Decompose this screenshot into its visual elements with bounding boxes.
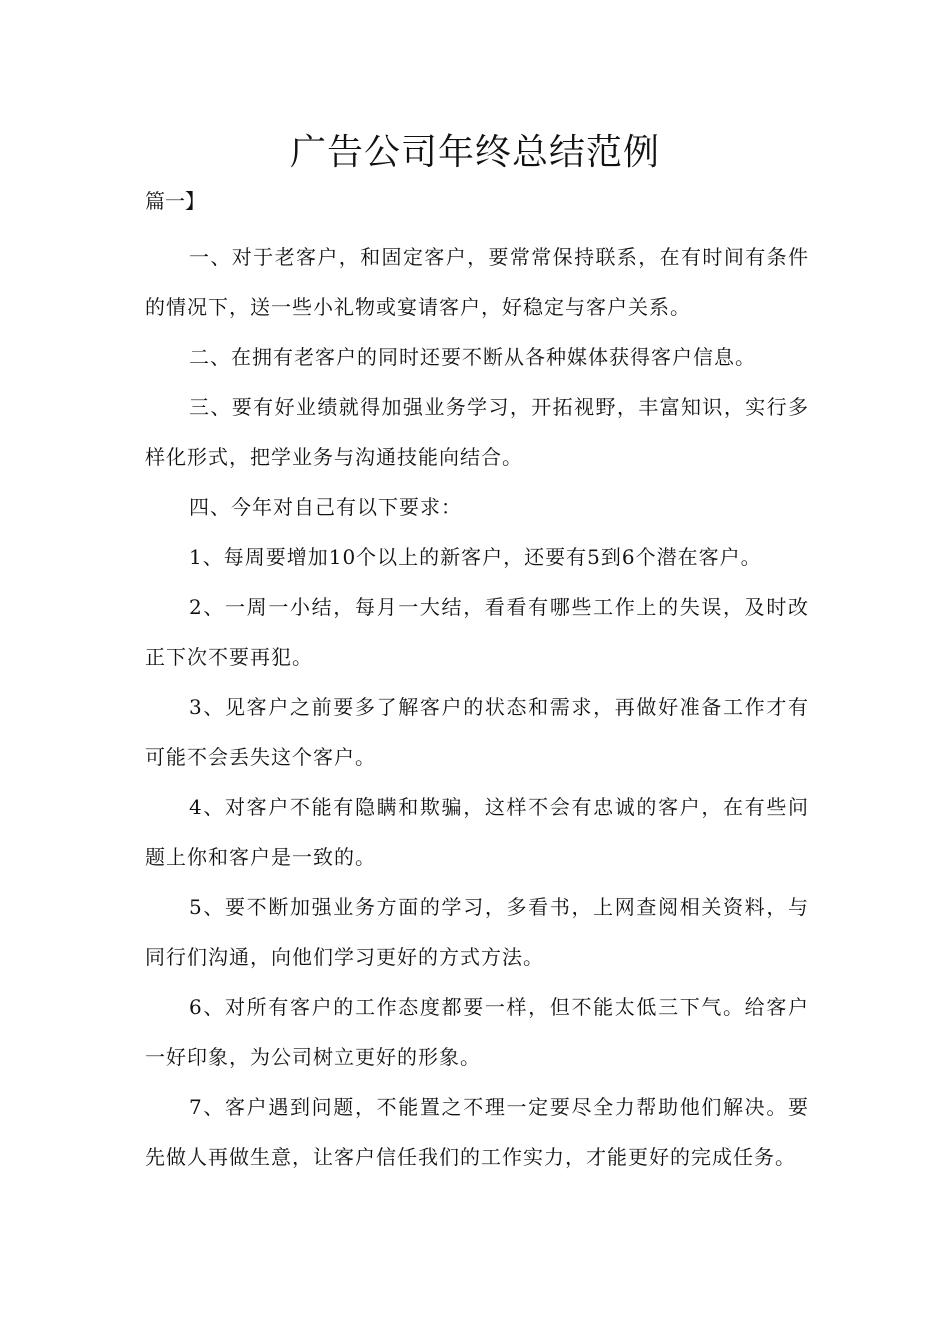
- paragraph-2: 二、在拥有老客户的同时还要不断从各种媒体获得客户信息。: [189, 345, 756, 369]
- paragraph-4: 四、今年对自己有以下要求：: [189, 495, 462, 519]
- section-label: 篇一】: [145, 189, 205, 213]
- paragraph-1: 一、对于老客户，和固定客户，要常常保持联系，在有时间有条件的情况下，送一些小礼物或宴请客户，好稳定与客户关系。: [145, 245, 809, 319]
- paragraph-6: 2、一周一小结，每月一大结，看看有哪些工作上的失误，及时改正下次不要再犯。: [145, 595, 809, 669]
- document-body: [145, 232, 809, 1182]
- paragraph-11: 7、客户遇到问题，不能置之不理一定要尽全力帮助他们解决。要先做人再做生意，让客户信任我们的工作实力，才能更好的完成任务。: [145, 1095, 809, 1169]
- paragraph-7: 3、见客户之前要多了解客户的状态和需求，再做好准备工作才有可能不会丢失这个客户。: [145, 695, 809, 769]
- paragraph-9: 5、要不断加强业务方面的学习，多看书，上网查阅相关资料，与同行们沟通，向他们学习更好的方式方法。: [145, 895, 809, 969]
- paragraph-10: 6、对所有客户的工作态度都要一样，但不能太低三下气。给客户一好印象，为公司树立更好的形象。: [145, 995, 809, 1069]
- paragraph-8: 4、对客户不能有隐瞒和欺骗，这样不会有忠诚的客户，在有些问题上你和客户是一致的。: [145, 795, 809, 869]
- paragraph-3: 三、要有好业绩就得加强业务学习，开拓视野，丰富知识，实行多样化形式，把学业务与沟通技能向结合。: [145, 395, 809, 469]
- page-title: 广告公司年终总结范例: [289, 132, 660, 173]
- paragraph-5: 1、每周要增加10个以上的新客户，还要有5到6个潜在客户。: [189, 545, 762, 569]
